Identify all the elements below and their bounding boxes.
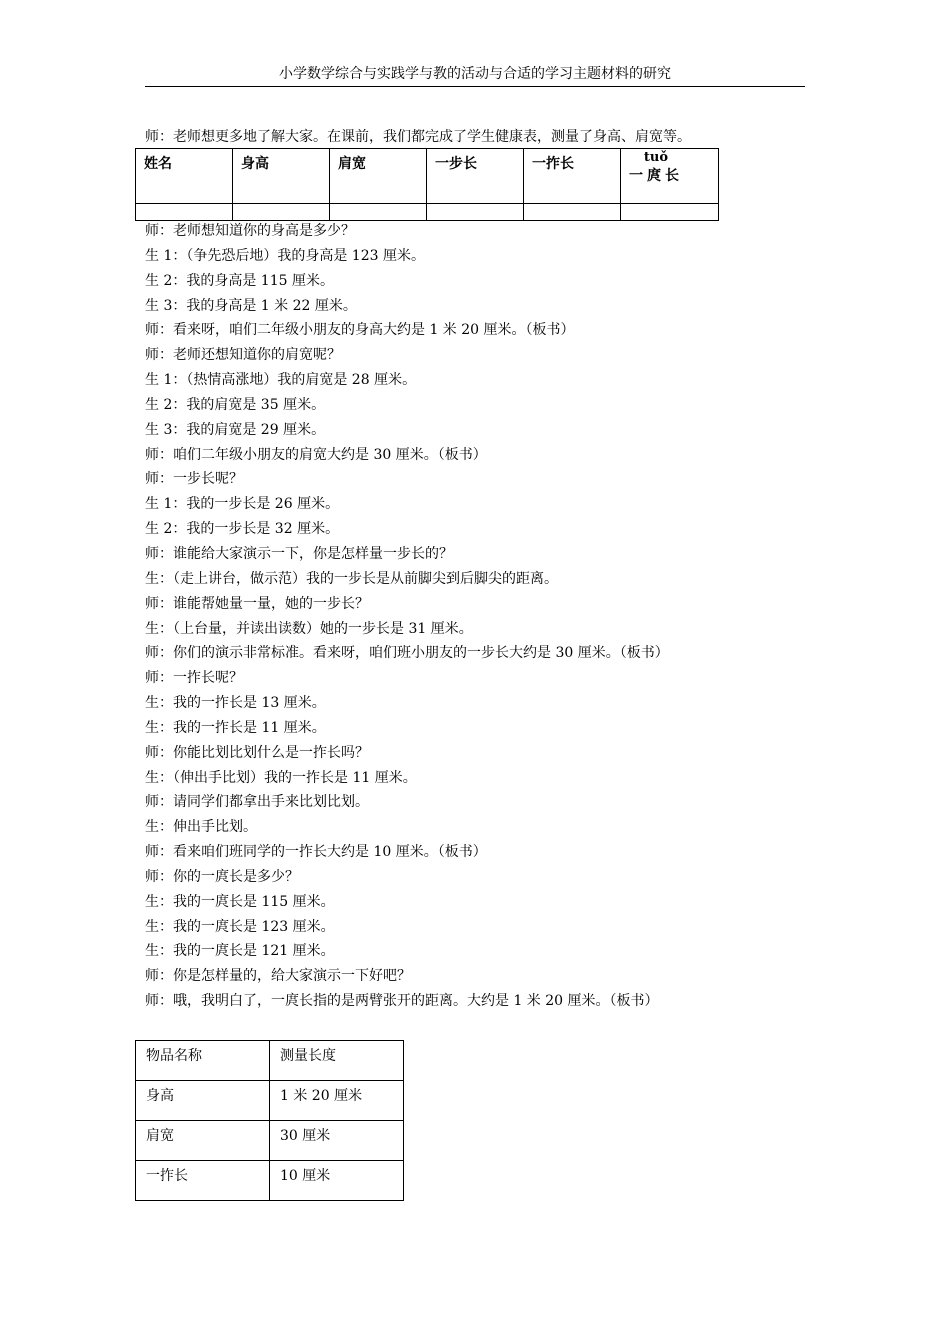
header-rule: [145, 86, 805, 87]
dialogue-line: 师：你们的演示非常标准。看来呀，咱们班小朋友的一步长大约是 30 厘米。（板书）: [145, 645, 669, 662]
dialogue-line: 生 1：（热情高涨地）我的肩宽是 28 厘米。: [145, 372, 417, 389]
dialogue-line: 生：我的一庹长是 123 厘米。: [145, 918, 335, 935]
dialogue-line: 师：谁能帮她量一量，她的一步长？: [145, 595, 369, 612]
col-step: 一步长: [427, 149, 524, 204]
dialogue-line: 师：看来呀，咱们二年级小朋友的身高大约是 1 米 20 厘米。（板书）: [145, 322, 575, 339]
dialogue-line: 生：伸出手比划。: [145, 819, 257, 836]
dialogue-line: 师：哦，我明白了，一庹长指的是两臂张开的距离。大约是 1 米 20 厘米。（板书）: [145, 993, 659, 1010]
armspan-ruby: [629, 149, 683, 185]
measure-table: [135, 1040, 404, 1201]
table-cell: [136, 204, 233, 221]
table-cell: 1 米 20 厘米: [270, 1081, 404, 1121]
measure-header-length: 测量长度: [270, 1041, 404, 1081]
health-table: [135, 148, 719, 221]
table-cell: [427, 204, 524, 221]
table-cell: [330, 204, 427, 221]
dialogue-line: 师：你能比划比划什么是一拃长吗？: [145, 744, 369, 761]
col-height: 身高: [233, 149, 330, 204]
table-row: [136, 1081, 404, 1121]
armspan-label: 一庹长: [629, 168, 683, 184]
measure-table-header-row: [136, 1041, 404, 1081]
dialogue-line: 生：我的一拃长是 11 厘米。: [145, 719, 326, 736]
table-cell: 30 厘米: [270, 1121, 404, 1161]
dialogue-line: 师：一拃长呢？: [145, 670, 243, 687]
dialogue-line: 师：你是怎样量的，给大家演示一下好吧？: [145, 968, 411, 985]
health-table-header-row: [136, 149, 719, 204]
dialogue-line: 生 2：我的肩宽是 35 厘米。: [145, 396, 326, 413]
table-cell: [233, 204, 330, 221]
table-row: [136, 1161, 404, 1201]
dialogue-line: 生 2：我的身高是 115 厘米。: [145, 272, 334, 289]
dialogue-line: 生：（上台量，并读出读数）她的一步长是 31 厘米。: [145, 620, 473, 637]
dialogue-line: 生：我的一庹长是 115 厘米。: [145, 893, 335, 910]
dialogue-line: 生：我的一庹长是 121 厘米。: [145, 943, 335, 960]
dialogue-line: 师：一步长呢？: [145, 471, 243, 488]
dialogue-line: 生 2：我的一步长是 32 厘米。: [145, 521, 340, 538]
col-armspan: [621, 149, 719, 204]
dialogue-line: 师：看来咱们班同学的一拃长大约是 10 厘米。（板书）: [145, 844, 487, 861]
table-row: [136, 1121, 404, 1161]
health-table-empty-row: [136, 204, 719, 221]
table-cell: 肩宽: [136, 1121, 270, 1161]
page-header: 小学数学综合与实践学与教的活动与合适的学习主题材料的研究: [279, 66, 671, 82]
col-span: 一拃长: [524, 149, 621, 204]
dialogue-line: 生 1：我的一步长是 26 厘米。: [145, 496, 340, 513]
dialogue-line: 生：我的一拃长是 13 厘米。: [145, 695, 326, 712]
col-shoulder: 肩宽: [330, 149, 427, 204]
dialogue-line: 生：（伸出手比划）我的一拃长是 11 厘米。: [145, 769, 417, 786]
table-cell: [621, 204, 719, 221]
intro-line: 师：老师想更多地了解大家。在课前，我们都完成了学生健康表，测量了身高、肩宽等。: [145, 129, 691, 145]
dialogue-line: 生 3：我的身高是 1 米 22 厘米。: [145, 297, 357, 314]
table-cell: [524, 204, 621, 221]
col-name: 姓名: [136, 149, 233, 204]
dialogue-line: 师：老师还想知道你的肩宽呢？: [145, 347, 341, 364]
dialogue-line: 生 3：我的肩宽是 29 厘米。: [145, 421, 326, 438]
table-cell: 10 厘米: [270, 1161, 404, 1201]
armspan-pinyin: tuǒ: [643, 150, 669, 165]
table-cell: 身高: [136, 1081, 270, 1121]
dialogue-line: 师：咱们二年级小朋友的肩宽大约是 30 厘米。（板书）: [145, 446, 487, 463]
dialogue-line: 师：谁能给大家演示一下，你是怎样量一步长的？: [145, 545, 453, 562]
dialogue-line: 生 1：（争先恐后地）我的身高是 123 厘米。: [145, 247, 425, 264]
measure-header-item: 物品名称: [136, 1041, 270, 1081]
table-cell: 一拃长: [136, 1161, 270, 1201]
dialogue-line: 师：你的一庹长是多少？: [145, 868, 299, 885]
dialogue-line: 生：（走上讲台，做示范）我的一步长是从前脚尖到后脚尖的距离。: [145, 570, 558, 587]
dialogue-line: 师：老师想知道你的身高是多少？: [145, 223, 355, 239]
dialogue-list: [145, 219, 669, 1014]
dialogue-line: 师：请同学们都拿出手来比划比划。: [145, 794, 369, 811]
